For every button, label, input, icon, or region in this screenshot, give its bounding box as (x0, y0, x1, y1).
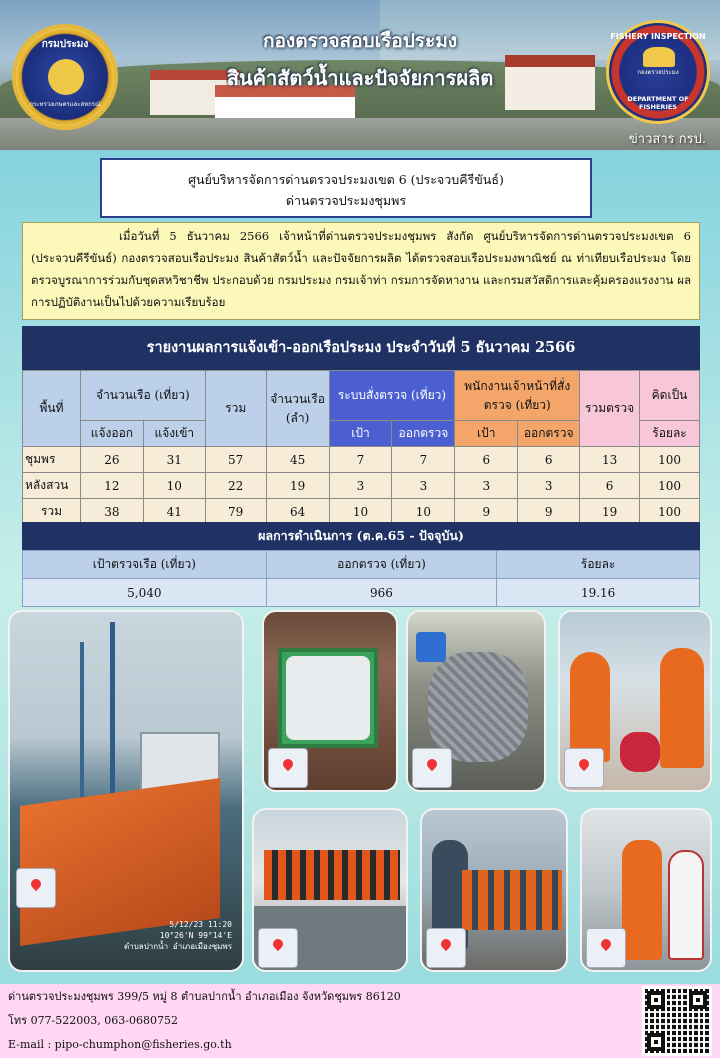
office-box (100, 158, 592, 218)
map-pin-icon (16, 868, 56, 908)
map-pin-icon (268, 748, 308, 788)
logo-left-top-text: กรมประมง (41, 39, 89, 50)
fishery-inspection-emblem-icon (606, 20, 710, 124)
cell-in: 31 (143, 447, 205, 473)
inspector-figure (660, 648, 704, 768)
map-pin-icon (412, 748, 452, 788)
photo-timestamp (124, 919, 232, 952)
crew-group (462, 870, 562, 930)
table-row-total (23, 499, 700, 525)
results-table (22, 550, 700, 607)
cell-in: 10 (143, 473, 205, 499)
logo-right-top-text: FISHERY INSPECTION (610, 32, 706, 41)
inspector-figure (668, 850, 704, 960)
photo-fishing-net (406, 610, 546, 792)
boat-mast (80, 642, 84, 822)
header-trips-in: แจ้งเข้า (143, 421, 205, 447)
results-header-percent: ร้อยละ (497, 551, 700, 579)
photo-timestamp-line: 10°26'N 99°14'E (159, 931, 232, 940)
report-title: รายงานผลการแจ้งเข้า-ออกเรือประมง ประจำวันที่ 5 ธันวาคม 2566 (22, 326, 700, 370)
qr-finder (647, 1033, 665, 1051)
red-bag (620, 732, 660, 772)
cell-sys-target: 10 (329, 499, 392, 525)
photo-fish-crate (262, 610, 398, 792)
results-value-percent: 19.16 (497, 579, 700, 607)
cell-boats: 19 (266, 473, 329, 499)
office-checkpoint: ด่านตรวจประมงชุมพร (285, 193, 407, 208)
cell-area: รวม (23, 499, 81, 525)
map-pin-icon (258, 928, 298, 968)
header-percent-unit: ร้อยละ (640, 421, 700, 447)
qr-finder (689, 991, 707, 1009)
header-percent: คิดเป็น (640, 371, 700, 421)
header-area: พื้นที่ (23, 371, 81, 447)
logo-left-bottom-text: กระทรวงเกษตรและสหกรณ์ (29, 101, 101, 108)
cell-sum: 22 (205, 473, 266, 499)
photo-document-check (580, 808, 712, 972)
photo-fishing-boat (8, 610, 244, 972)
header-trips: จำนวนเรือ (เที่ยว) (80, 371, 205, 421)
results-header-target: เป้าตรวจเรือ (เที่ยว) (23, 551, 267, 579)
header-banner (0, 0, 720, 150)
cell-sum: 79 (205, 499, 266, 525)
cell-sys-inspected: 3 (392, 473, 455, 499)
cell-percent: 100 (640, 473, 700, 499)
cell-staff-inspected: 3 (518, 473, 580, 499)
cell-boats: 64 (266, 499, 329, 525)
header-system-target: เป้า (329, 421, 392, 447)
footer-email: E-mail : pipo-chumphon@fisheries.go.th (8, 1038, 232, 1051)
results-value-target: 5,040 (23, 579, 267, 607)
description-text: เมื่อวันที่ 5 ธันวาคม 2566 เจ้าหน้าที่ด่านตรวจประมงชุมพร สังกัด ศูนย์บริหารจัดการด่านตรวจประมงเขต 6 (ประจวบคีรีขันธ์) กองตรวจสอบเรือประมง สินค้าสัตว์น้ำ และปัจจัยการผลิต ได้ตรวจสอบเรือประมงพาณิชย์ ณ ท่าเทียบเรือประมง โดยตรวจบูรณาการร่วมกับชุดสหวิชาชีพ ประกอบด้วย กรมประมง กรมเจ้าท่า กรมการจัดหางาน และกรมสวัสดิการและคุ้มครองแรงงาน ผลการปฏิบัติงานเป็นไปด้วยความเรียบร้อย (22, 222, 700, 320)
photo-timestamp-line: 5/12/23 11:20 (169, 920, 232, 929)
cell-total: 19 (580, 499, 640, 525)
banner-title-line1: กองตรวจสอบเรือประมง (263, 30, 457, 52)
fishing-net (428, 652, 528, 762)
footer (0, 984, 720, 1058)
map-pin-icon (564, 748, 604, 788)
blue-bucket (416, 632, 446, 662)
header-staff: พนักงานเจ้าหน้าที่สั่งตรวจ (เที่ยว) (455, 371, 580, 421)
cell-staff-inspected: 6 (518, 447, 580, 473)
cell-total: 6 (580, 473, 640, 499)
header-system-inspected: ออกตรวจ (392, 421, 455, 447)
news-tag: ข่าวสาร กรป. (628, 132, 706, 147)
cell-percent: 100 (640, 447, 700, 473)
qr-finder (647, 991, 665, 1009)
header-boats: จำนวนเรือ (ลำ) (266, 371, 329, 447)
cell-out: 38 (80, 499, 143, 525)
cell-percent: 100 (640, 499, 700, 525)
header-sum: รวม (205, 371, 266, 447)
cell-staff-inspected: 9 (518, 499, 580, 525)
cell-sys-target: 7 (329, 447, 392, 473)
header-system: ระบบสั่งตรวจ (เที่ยว) (329, 371, 455, 421)
banner-title-line2: สินค้าสัตว์น้ำและปัจจัยการผลิต (226, 66, 494, 90)
office-center: ศูนย์บริหารจัดการด่านตรวจประมงเขต 6 (ประจวบคีรีขันธ์) (188, 172, 504, 187)
photo-inspectors-on-deck (558, 610, 712, 792)
fish-in-ice (286, 656, 370, 740)
photo-crew-lineup (252, 808, 408, 972)
cell-in: 41 (143, 499, 205, 525)
cell-sys-target: 3 (329, 473, 392, 499)
cell-staff-target: 6 (455, 447, 518, 473)
cell-out: 12 (80, 473, 143, 499)
header-staff-target: เป้า (455, 421, 518, 447)
cell-sum: 57 (205, 447, 266, 473)
department-of-fisheries-seal-icon (12, 24, 118, 130)
cell-sys-inspected: 7 (392, 447, 455, 473)
inspector-figure (570, 652, 610, 762)
footer-address: ด่านตรวจประมงชุมพร 399/5 หมู่ 8 ตำบลปากน้ำ อำเภอเมือง จังหวัดชุมพร 86120 (8, 990, 401, 1003)
map-pin-icon (426, 928, 466, 968)
seal-core (48, 59, 84, 95)
footer-phone: โทร 077-522003, 063-0680752 (8, 1014, 178, 1027)
photo-crew-inspection (420, 808, 568, 972)
report-table (22, 370, 700, 525)
cell-total: 13 (580, 447, 640, 473)
cell-staff-target: 3 (455, 473, 518, 499)
table-row (23, 473, 700, 499)
results-value-inspected: 966 (266, 579, 497, 607)
photo-timestamp-line: ตำบลปากน้ำ อำเภอเมืองชุมพร (124, 942, 232, 951)
cell-area: หลังสวน (23, 473, 81, 499)
map-pin-icon (586, 928, 626, 968)
cell-out: 26 (80, 447, 143, 473)
header-trips-out: แจ้งออก (80, 421, 143, 447)
inspector-figure (622, 840, 662, 960)
cell-staff-target: 9 (455, 499, 518, 525)
results-header-inspected: ออกตรวจ (เที่ยว) (266, 551, 497, 579)
header-staff-inspected: ออกตรวจ (518, 421, 580, 447)
cell-boats: 45 (266, 447, 329, 473)
qr-code-icon[interactable] (642, 986, 712, 1056)
results-title: ผลการดำเนินการ (ต.ค.65 - ปัจจุบัน) (22, 522, 700, 550)
logo-right-bottom-text: DEPARTMENT OF FISHERIES (627, 95, 689, 111)
cell-area: ชุมพร (23, 447, 81, 473)
banner-road (0, 118, 720, 150)
crew-group (264, 850, 400, 900)
cell-sys-inspected: 10 (392, 499, 455, 525)
logo-right-middle-text: กองตรวจประมง (637, 69, 679, 76)
emblem-core (643, 47, 675, 67)
table-row (23, 447, 700, 473)
header-total-inspected: รวมตรวจ (580, 371, 640, 447)
